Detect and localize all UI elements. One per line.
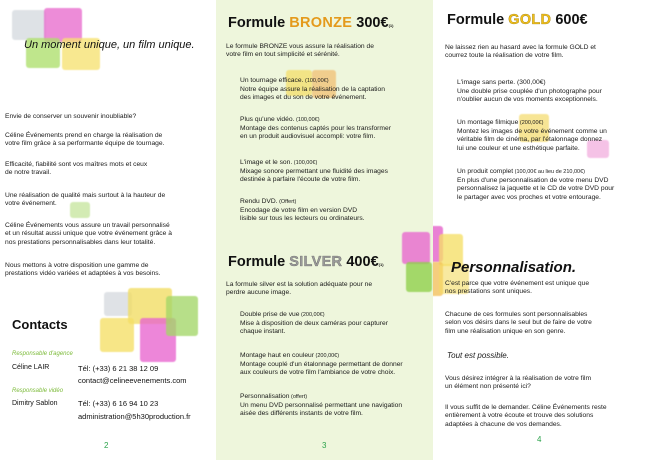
intro-paragraph: Une réalisation de qualité mais surtout à la hauteur de votre événement. [5, 192, 166, 208]
contact-email[interactable]: administration@5h30production.fr [78, 412, 191, 421]
bronze-item: L'image et le son. (100,00€) [240, 159, 318, 166]
watercolor-square [44, 8, 82, 42]
personalisation-paragraph: Chacune de ces formules sont personnalisables selon vos désirs dans le seul but de faire de votre film une réalisation unique en son genre. [445, 311, 592, 335]
page-3 [216, 0, 433, 460]
bronze-item: Un tournage efficace. (100,00€) [240, 77, 329, 84]
silver-item: Personnalisation (offert) [240, 393, 308, 400]
intro-question: Envie de conserver un souvenir inoubliable? [5, 113, 137, 120]
personalisation-heading: Personnalisation. [451, 259, 577, 276]
contacts-title: Contacts [12, 317, 68, 332]
gold-item: Un montage filmique (200,00€) [457, 119, 544, 126]
contact-phone[interactable]: Tél: (+33) 6 21 38 12 09 [78, 364, 159, 373]
bronze-heading: Formule BRONZE 300€(1) [228, 15, 394, 31]
watercolor-square [100, 318, 134, 352]
bronze-item-desc: Encodage de votre film en version DVD lisible sur tous les lecteurs ou ordinateurs. [240, 207, 365, 223]
bronze-item-desc: Mixage sonore permettant une fluidité des images destinée à parfaire l'écoute de votre film. [240, 168, 388, 184]
gold-heading: Formule GOLD 600€ [447, 12, 588, 28]
intro-paragraph: Céline Événements vous assure un travail personnalisé et un résultat aussi unique que votre événement grâce à nos prestations personnalisables dans leur totalité. [5, 222, 172, 246]
silver-item: Double prise de vue (200,00€) [240, 311, 325, 318]
contact-phone[interactable]: Tél: (+33) 6 16 94 10 23 [78, 399, 159, 408]
contact-name: Dimitry Sablon [12, 400, 58, 407]
page-4 [433, 0, 650, 460]
silver-heading: Formule SILVER 400€(1) [228, 254, 384, 270]
watercolor-square [402, 232, 430, 264]
contact-email[interactable]: contact@celineevenements.com [78, 376, 187, 385]
watercolor-square [12, 10, 46, 40]
silver-item-desc: Mise à disposition de deux caméras pour capturer chaque instant. [240, 320, 388, 336]
personalisation-paragraph: C'est parce que votre événement est unique que nos prestations sont uniques. [445, 280, 590, 296]
bronze-item: Rendu DVD. (Offert) [240, 198, 297, 205]
tagline: Un moment unique, un film unique. [24, 39, 195, 51]
personalisation-paragraph: Vous désirez intégrer à la réalisation de votre film un élément non présenté ici? [445, 375, 592, 391]
page-number: 4 [537, 435, 542, 444]
bronze-intro: Le formule BRONZE vous assure la réalisation de votre film en tout simplicité et sérénité. [226, 43, 374, 59]
gold-intro: Ne laissez rien au hasard avec la formule GOLD et courrez toute la réalisation de votre film. [445, 44, 596, 60]
bronze-item-desc: Notre équipe assure la réalisation de la captation des images et du son de votre événement. [240, 86, 385, 102]
silver-intro: La formule silver est la solution adéquate pour ne perdre aucune image. [226, 281, 373, 297]
gold-item: Un produit complet (100,00€ au lieu de 210,00€) [457, 168, 586, 175]
contact-role: Responsable vidéo [12, 388, 64, 394]
personalisation-slogan: Tout est possible. [447, 351, 509, 360]
page-2 [0, 0, 216, 460]
contact-role: Responsable d'agence [12, 351, 73, 357]
personalisation-paragraph: Il vous suffit de le demander. Céline Événements reste entièrement à votre écoute et trouve des solutions adaptées à chacune de vos demandes. [445, 404, 607, 428]
intro-paragraph: Efficacité, fiabilité sont vos maîtres mots et ceux de notre travail. [5, 161, 148, 177]
watercolor-square [406, 262, 432, 292]
silver-item-desc: Montage couplé d'un étalonnage permettant de donner aux couleurs de votre film l'ambiance de votre choix. [240, 361, 403, 377]
page-number: 3 [322, 441, 327, 450]
silver-item: Montage haut en couleur (200,00€) [240, 352, 340, 359]
page-number: 2 [104, 441, 109, 450]
contact-name: Céline LAIR [12, 364, 50, 371]
gold-item-desc: Montez les images de votre événement comme un véritable film de cinéma, par l'étalonnage donnez lui une couleur et une esthétique parfaite. [457, 128, 607, 152]
intro-paragraph: Céline Événements prend en charge la réalisation de votre film grâce à sa performante équipe de tournage. [5, 132, 165, 148]
watercolor-square [166, 296, 198, 336]
intro-paragraph: Nous mettons à votre disposition une gamme de prestations vidéo variées et adaptées à vos besoins. [5, 262, 161, 278]
gold-item: L'image sans perte. (300,00€) [457, 79, 546, 86]
gold-item-desc: En plus d'une personnalisation de votre menu DVD personnalisez la jaquette et le CD de votre DVD pour le partager avec vos proches et votre entourage. [457, 177, 615, 201]
silver-item-desc: Un menu DVD personnalisé permettant une navigation aisée des différents instants de votre film. [240, 402, 403, 418]
bronze-item-desc: Montage des contenus captés pour les transformer en un produit audiovisuel accompli: votre film. [240, 125, 391, 141]
bronze-item: Plus qu'une vidéo. (100,00€) [240, 116, 320, 123]
gold-item-desc: Une double prise couplée d'un photographe pour n'oublier aucun de vos moments exceptionnels. [457, 88, 602, 104]
